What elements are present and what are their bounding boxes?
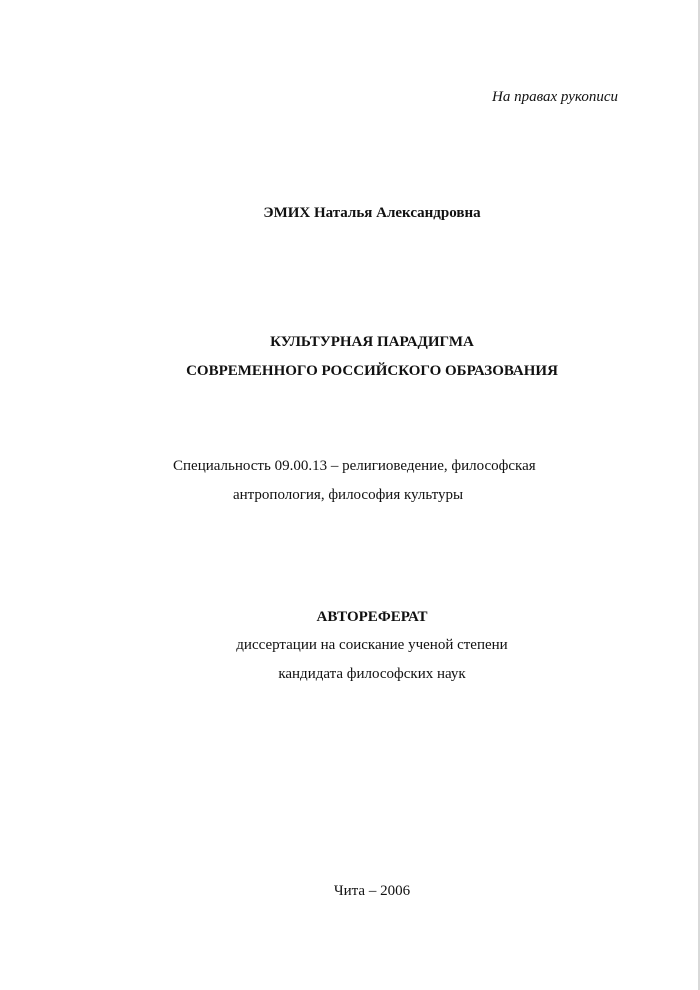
specialty-line-2: антропология, философия культуры [233, 487, 464, 503]
author-name: ЭМИХ Наталья Александровна [263, 205, 481, 221]
document-purpose-line-1: диссертации на соискание ученой степени [236, 637, 508, 653]
specialty-line-1: Специальность 09.00.13 – религиоведение, философская [173, 458, 536, 474]
place-and-year: Чита – 2006 [333, 883, 411, 899]
title-line-1: КУЛЬТУРНАЯ ПАРАДИГМА [270, 334, 474, 350]
document-type: АВТОРЕФЕРАТ [316, 609, 428, 625]
title-line-2: СОВРЕМЕННОГО РОССИЙСКОГО ОБРАЗОВАНИЯ [186, 363, 558, 379]
document-purpose-line-2: кандидата философских наук [278, 666, 466, 682]
manuscript-note: На правах рукописи [492, 89, 618, 105]
